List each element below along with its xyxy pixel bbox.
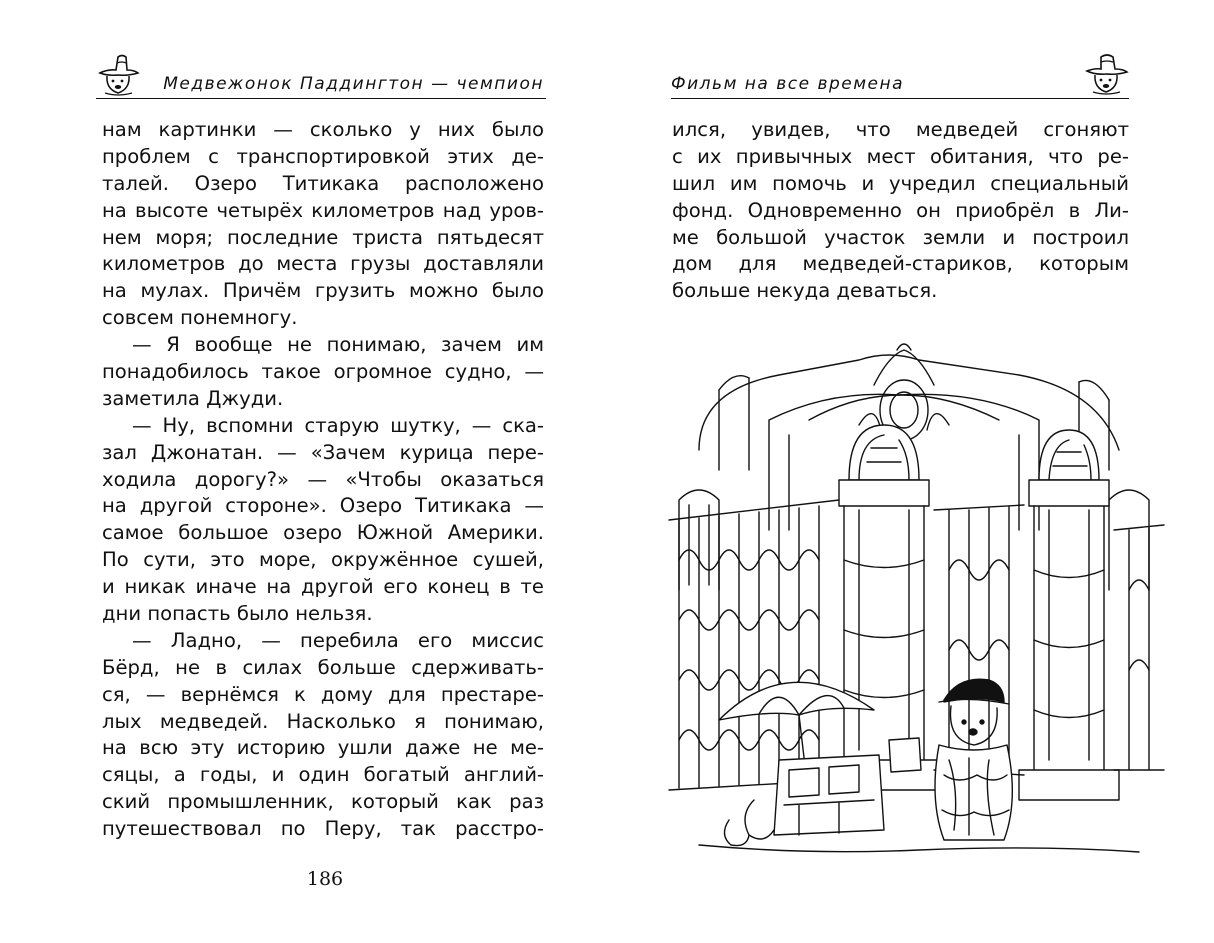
text-line: километров до места грузы доставляли xyxy=(102,252,544,276)
text-line: с их привычных мест обитания, что ре- xyxy=(672,144,1129,168)
right-running-head xyxy=(671,52,1129,99)
right-page xyxy=(607,0,1214,943)
text-line: талей. Озеро Титикака расположено xyxy=(102,171,544,195)
page-number: 186 xyxy=(306,868,344,890)
text-line: фонд. Одновременно он приобрёл в Ли- xyxy=(672,198,1129,222)
text-line: дом для медведей-стариков, которым xyxy=(672,252,1129,276)
text-line: нем моря; последние триста пятьдесят xyxy=(102,225,544,249)
left-page xyxy=(0,0,600,943)
text-line: ся, — вернёмся к дому для престаре- xyxy=(102,682,544,706)
text-line: больше некуда деваться. xyxy=(672,279,938,303)
text-line: путешествовал по Перу, так расстро- xyxy=(102,817,544,841)
left-running-head xyxy=(96,52,546,99)
text-line: на другой стороне». Озеро Титикака — xyxy=(102,494,544,518)
text-line: на мулах. Причём грузить можно было xyxy=(102,279,544,303)
left-running-head-title: Медвежонок Паддингтон — чемпион xyxy=(163,74,544,94)
text-line: — Ну, вспомни старую шутку, — ска- xyxy=(132,413,544,437)
text-line: проблем с транспортировкой этих де- xyxy=(102,144,544,168)
text-line: понадобилось такое огромное судно, — xyxy=(102,360,544,384)
text-line: — Я вообще не понимаю, зачем им xyxy=(132,333,544,357)
text-line: заметила Джуди. xyxy=(102,386,284,410)
text-line: зал Джонатан. — «Зачем курица пере- xyxy=(102,440,544,464)
text-line: дни попасть было нельзя. xyxy=(102,602,373,626)
text-line: ился, увидев, что медведей сгоняют xyxy=(672,118,1129,141)
text-line: — Ладно, — перебила его миссис xyxy=(132,628,544,652)
text-line: самое большое озеро Южной Америки. xyxy=(102,521,544,545)
text-line: шил им помочь и учредил специальный xyxy=(672,171,1129,195)
left-body-text xyxy=(102,117,544,843)
text-line: По сути, это море, окружённое сушей, xyxy=(102,548,544,572)
text-line: сяцы, а годы, и один богатый англий- xyxy=(102,763,544,787)
text-line: ходила дорогу?» — «Чтобы оказаться xyxy=(102,467,544,491)
text-line: совсем понемногу. xyxy=(102,306,298,330)
text-line: на всю эту историю ушли даже не ме- xyxy=(102,736,544,760)
text-line: Бёрд, не в силах больше сдерживать- xyxy=(102,655,544,679)
bear-under-umbrella-at-iron-gate-illustration xyxy=(659,330,1169,865)
text-line: нам картинки — сколько у них было xyxy=(102,118,544,141)
text-line: на высоте четырёх километров над уров- xyxy=(102,198,544,222)
right-body-text xyxy=(672,117,1129,305)
text-line: и никак иначе на другой его конец в те xyxy=(102,575,544,599)
bear-in-hat-icon xyxy=(1085,51,1129,97)
right-running-head-title: Фильм на все времена xyxy=(671,74,905,94)
text-line: лых медведей. Насколько я понимаю, xyxy=(102,709,544,733)
bear-in-hat-icon xyxy=(96,51,140,97)
text-line: ский промышленник, который как раз xyxy=(102,790,544,814)
text-line: ме большой участок земли и построил xyxy=(672,225,1129,249)
